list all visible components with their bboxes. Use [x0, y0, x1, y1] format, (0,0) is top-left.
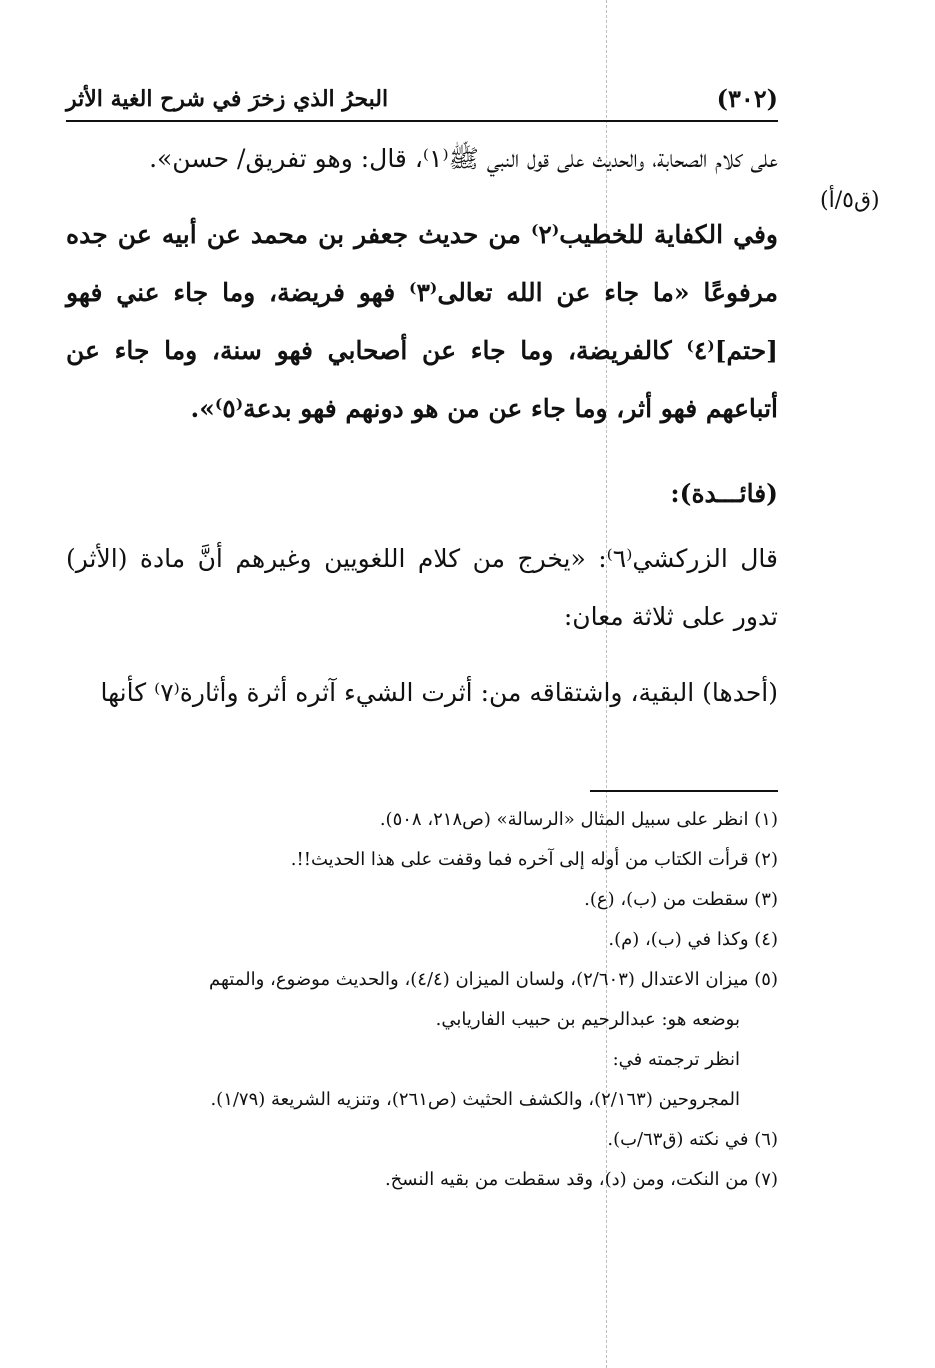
paragraph-4: (أحدها) البقية، واشتقاقه من: أثرت الشيء آثره أثرة وأثارة⁽٧⁾ كأنها [100, 678, 778, 707]
footnotes [66, 800, 778, 1200]
paragraph-1: على كلام الصحابة، والحديث على قول النبي ﷺ⁽١⁾، قال: وهو تفريق/ حسن». [149, 144, 778, 173]
footnote-7: (٧) من النكت، ومن (د)، وقد سقطت من بقيه النسخ. [384, 1169, 778, 1190]
page-number: (٣٠٢) [716, 84, 778, 113]
manuscript-folio-note: (ق٥/أ) [820, 188, 880, 213]
page-header [66, 70, 778, 120]
section-heading: (فائـــدة): [670, 479, 778, 508]
footnote-1: (١) انظر على سبيل المثال «الرسالة» (ص٢١٨، ٥٠٨). [379, 809, 778, 830]
footnote-5-cont-1: بوضعه هو: عبدالرحيم بن حبيب الفاريابي. [435, 1009, 740, 1030]
main-text [66, 130, 778, 722]
paragraph-2: وفي الكفاية للخطيب⁽٢⁾ من حديث جعفر بن محمد عن أبيه عن جده مرفوعًا «ما جاء عن الله تعالى⁽٣⁾ فهو فريضة، وما جاء عني فهو [حتم]⁽٤⁾ كالفريضة، وما جاء عن أصحابي فهو سنة، وما جاء عن أتباعهم فهو أثر، وما جاء عن من هو دونهم فهو بدعة⁽٥⁾». [66, 220, 778, 423]
footnote-4: (٤) وكذا في (ب)، (م). [608, 929, 778, 950]
running-title: البحرُ الذي زخرَ في شرح الغية الأثر [66, 86, 389, 112]
footnote-6: (٦) في نكته (ق٦٣/ب). [607, 1129, 778, 1150]
footnote-5-cont-2: انظر ترجمته في: [612, 1049, 740, 1070]
footnote-3: (٣) سقطت من (ب)، (ع). [584, 889, 778, 910]
footnote-5-cont-3: المجروحين (٢/١٦٣)، والكشف الحثيث (ص٢٦١)، وتنزيه الشريعة (١/٧٩). [210, 1089, 740, 1110]
footnote-rule [590, 790, 778, 792]
header-rule [66, 120, 778, 122]
footnote-2: (٢) قرأت الكتاب من أوله إلى آخره فما وقفت على هذا الحديث!!. [290, 849, 778, 870]
footnote-5: (٥) ميزان الاعتدال (٢/٦٠٣)، ولسان الميزان (٤/٤)، والحديث موضوع، والمتهم [209, 969, 778, 990]
paragraph-3: قال الزركشي⁽٦⁾: «يخرج من كلام اللغويين وغيرهم أنَّ مادة (الأثر) تدور على ثلاثة معان: [66, 544, 779, 631]
